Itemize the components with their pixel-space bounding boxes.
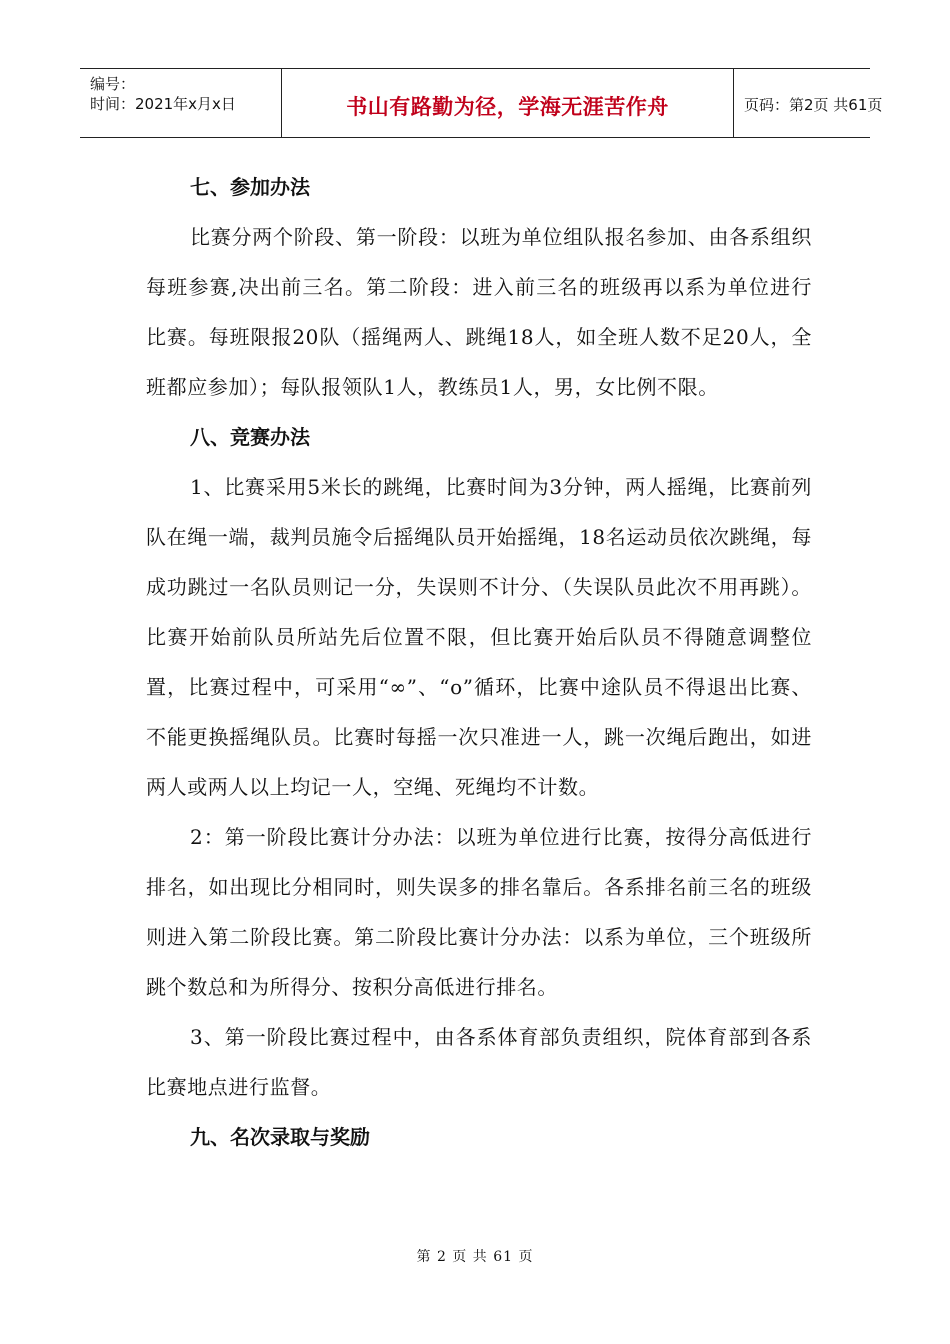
document-body: [146, 162, 812, 1162]
section-heading-ranking-awards: 九、名次录取与奖励: [190, 1125, 370, 1149]
competition-rule-2: 2：第一阶段比赛计分办法：以班为单位进行比赛，按得分高低进行排名，如出现比分相同时，则失误多的排名靠后。各系排名前三名的班级则进入第二阶段比赛。第二阶段比赛计分办法：以系为单位，三个班级所跳个数总和为所得分、按积分高低进行排名。: [146, 825, 812, 999]
page-footer: 第 2 页 共 61 页: [416, 1249, 534, 1265]
header-motto: 书山有路勤为径，学海无涯苦作舟: [346, 95, 669, 119]
section-heading-competition: 八、竞赛办法: [190, 425, 310, 449]
document-time-label: 时间：2021年x月x日: [90, 95, 236, 113]
document-number-label: 编号：: [90, 75, 136, 93]
header-motto-cell: [281, 69, 734, 137]
header-table: [80, 68, 883, 138]
header-page-cell: [734, 69, 883, 137]
header-meta-cell: [80, 69, 281, 137]
section-heading-participation: 七、参加办法: [190, 175, 310, 199]
competition-rule-1: 1、比赛采用5米长的跳绳，比赛时间为3分钟，两人摇绳，比赛前列队在绳一端，裁判员施令后摇绳队员开始摇绳，18名运动员依次跳绳，每成功跳过一名队员则记一分，失误则不计分、（失误队员此次不用再跳）。比赛开始前队员所站先后位置不限，但比赛开始后队员不得随意调整位置，比赛过程中，可采用“∞”、“o”循环，比赛中途队员不得退出比赛、不能更换摇绳队员。比赛时每摇一次只准进一人，跳一次绳后跑出，如进两人或两人以上均记一人，空绳、死绳均不计数。: [146, 475, 812, 799]
header-page-info: 页码：第2页 共61页: [744, 96, 883, 114]
competition-rule-3: 3、第一阶段比赛过程中，由各系体育部负责组织，院体育部到各系比赛地点进行监督。: [146, 1025, 812, 1099]
participation-paragraph: 比赛分两个阶段、第一阶段：以班为单位组队报名参加、由各系组织每班参赛,决出前三名。第二阶段：进入前三名的班级再以系为单位进行比赛。每班限报20队（摇绳两人、跳绳18人，如全班人数不足20人，全班都应参加）；每队报领队1人，教练员1人，男，女比例不限。: [146, 225, 812, 399]
